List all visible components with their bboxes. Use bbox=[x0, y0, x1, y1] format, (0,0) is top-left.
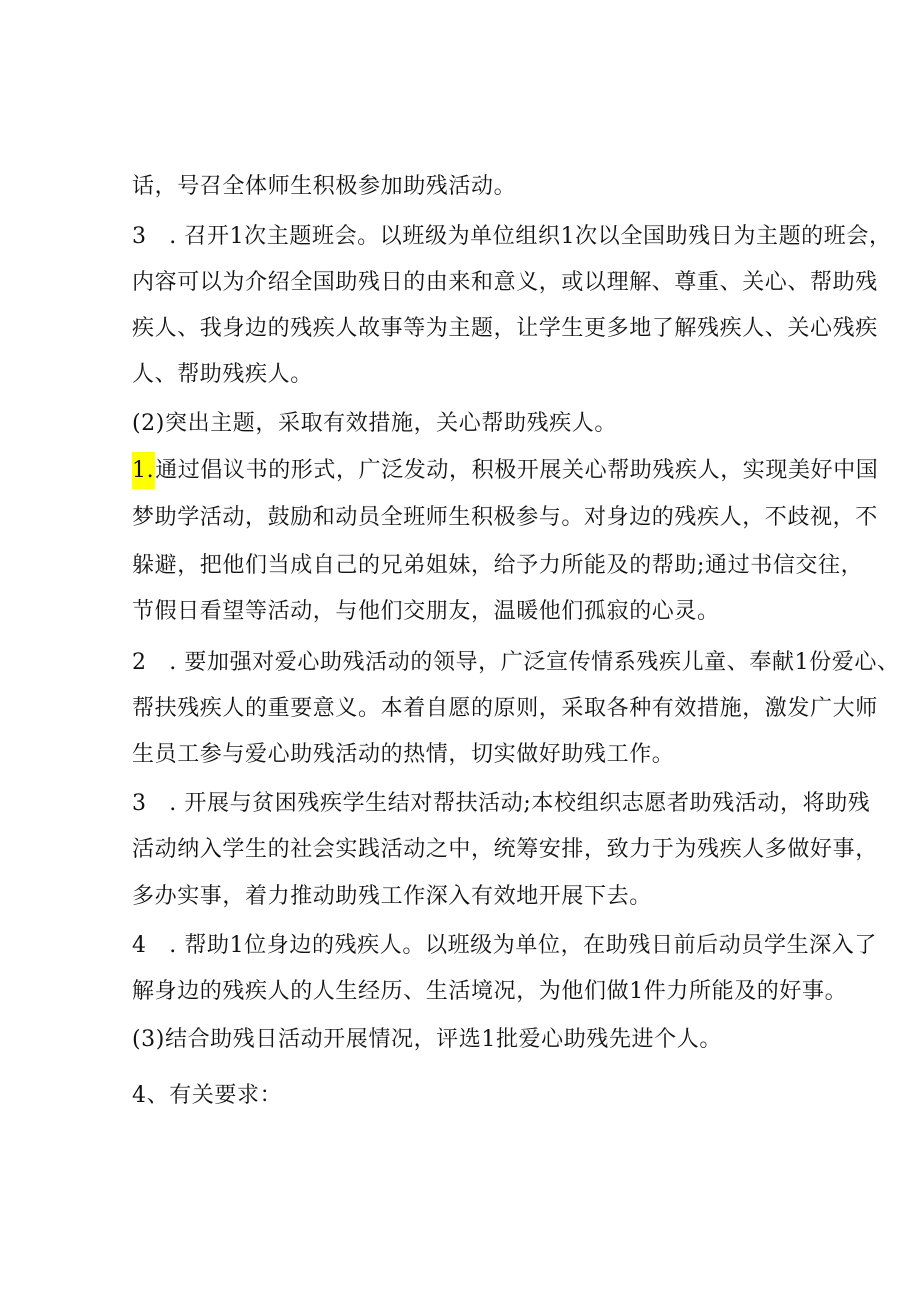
section-heading: 4、有关要求： bbox=[132, 1083, 283, 1108]
paragraph-line: 3 . 召开1次主题班会。以班级为单位组织1次以全国助残日为主题的班会， bbox=[132, 224, 892, 249]
paragraph-line: 4 . 帮助1位身边的残疾人。以班级为单位，在助残日前后动员学生深入了 bbox=[132, 933, 877, 958]
paragraph-line: 活动纳入学生的社会实践活动之中，统筹安排，致力于为残疾人多做好事， bbox=[132, 837, 878, 862]
paragraph-line: (3)结合助残日活动开展情况，评选1批爱心助残先进个人。 bbox=[132, 1027, 722, 1052]
paragraph-line: 话，号召全体师生积极参加助残活动。 bbox=[132, 174, 517, 199]
paragraph-text: 通过倡议书的形式，广泛发动，积极开展关心帮助残疾人，实现美好中国 bbox=[155, 458, 879, 483]
paragraph-line: 节假日看望等活动，与他们交朋友，温暖他们孤寂的心灵。 bbox=[132, 599, 720, 624]
highlighted-marker: 1. bbox=[132, 452, 155, 489]
paragraph-line: 多办实事，着力推动助残工作深入有效地开展下去。 bbox=[132, 884, 652, 909]
paragraph-line: 3 . 开展与贫困残疾学生结对帮扶活动;本校组织志愿者助残活动，将助残 bbox=[132, 791, 871, 816]
paragraph-line: 梦助学活动，鼓励和动员全班师生积极参与。对身边的残疾人，不歧视，不 bbox=[132, 505, 878, 530]
paragraph-line-highlighted bbox=[132, 456, 878, 486]
paragraph-line: (2)突出主题，采取有效措施，关心帮助残疾人。 bbox=[132, 411, 617, 436]
paragraph-line: 内容可以为介绍全国助残日的由来和意义，或以理解、尊重、关心、帮助残 bbox=[132, 270, 878, 295]
paragraph-line: 帮扶残疾人的重要意义。本着自愿的原则，采取各种有效措施，激发广大师 bbox=[132, 696, 878, 721]
paragraph-line: 疾人、我身边的残疾人故事等为主题，让学生更多地了解残疾人、关心残疾 bbox=[132, 316, 878, 341]
paragraph-line: 生员工参与爱心助残活动的热情，切实做好助残工作。 bbox=[132, 742, 675, 767]
paragraph-line: 躲避，把他们当成自己的兄弟姐妹，给予力所能及的帮助;通过书信交往， bbox=[132, 553, 864, 578]
paragraph-line: 2 . 要加强对爱心助残活动的领导，广泛宣传情系残疾儿童、奉献1份爱心、 bbox=[132, 650, 900, 675]
paragraph-line: 人、帮助残疾人。 bbox=[132, 362, 313, 387]
paragraph-line: 解身边的残疾人的人生经历、生活境况，为他们做1件力所能及的好事。 bbox=[132, 979, 848, 1004]
